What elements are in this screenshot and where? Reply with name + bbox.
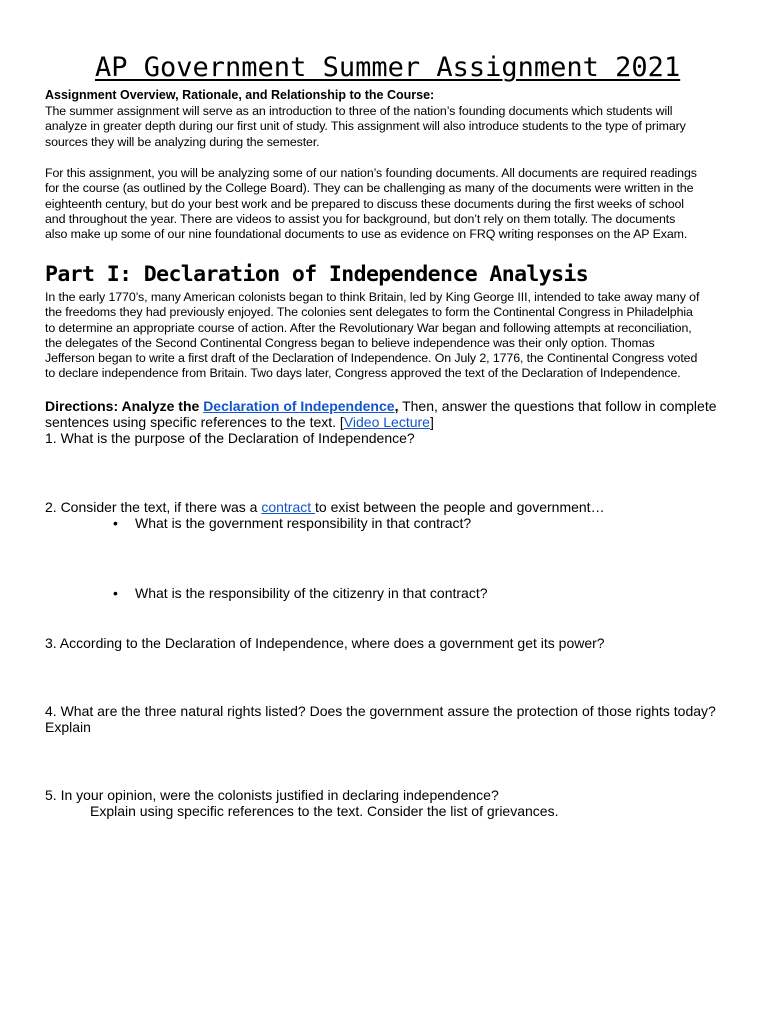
question-5-line-1: 5. In your opinion, were the colonists justified in declaring independence? (45, 787, 499, 803)
text-line: analyze in greater depth during our first unit of study. This assignment will also introduce students to the type of primary (45, 119, 686, 134)
part-1-heading: Part I: Declaration of Independence Analysis (45, 262, 589, 287)
text-line: The summer assignment will serve as an introduction to three of the nation’s founding documents which students will (45, 104, 673, 118)
text-line: the delegates of the Second Continental Congress began to believe independence was their only option. Thomas (45, 335, 655, 350)
question-2-post: to exist between the people and government… (315, 499, 605, 515)
text-line: and throughout the year. There are videos to assist you for background, but don’t rely on them totally. The documents (45, 211, 676, 226)
text-line: eighteenth century, but do your best work and be prepared to discuss these documents during the first weeks of school (45, 196, 684, 211)
question-1: 1. What is the purpose of the Declaration of Independence? (45, 430, 415, 446)
question-4-line-1: 4. What are the three natural rights listed? Does the government assure the protection of those rights today? (45, 703, 716, 719)
page-title: AP Government Summer Assignment 2021 (95, 52, 681, 83)
part-1-intro (45, 290, 727, 382)
bullet-text: What is the government responsibility in that contract? (135, 515, 472, 531)
question-5-line-2: Explain using specific references to the text. Consider the list of grievances. (90, 803, 559, 819)
directions (45, 398, 727, 430)
directions-rest: Then, answer the questions that follow in complete (398, 398, 717, 414)
text-line: In the early 1770’s, many American colonists began to think Britain, led by King George III, intended to take away many of (45, 290, 700, 304)
directions-lead: Directions: Analyze the (45, 398, 204, 414)
bullet-icon: • (113, 585, 118, 601)
overview-paragraph-1 (45, 104, 727, 150)
question-2 (45, 499, 605, 515)
question-2-bullet-1 (113, 515, 471, 531)
text-line: Jefferson began to write a first draft of the Declaration of Independence. On July 2, 1776, the Continental Congress voted (45, 351, 698, 366)
question-3: 3. According to the Declaration of Independence, where does a government get its power? (45, 635, 605, 651)
text-line: the freedoms they had previously enjoyed. The colonies sent delegates to form the Continental Congress in Philadelphia (45, 305, 693, 320)
question-2-bullet-2 (113, 585, 488, 601)
contract-link[interactable]: contract (261, 499, 316, 515)
declaration-link[interactable]: Declaration of Independence (203, 398, 395, 414)
bullet-icon: • (113, 515, 118, 531)
overview-heading: Assignment Overview, Rationale, and Relationship to the Course: (45, 88, 435, 102)
directions-line-1 (45, 398, 727, 414)
text-line: sources they will be analyzing during the semester. (45, 134, 320, 149)
question-4-line-2: Explain (45, 719, 91, 735)
question-2-pre: 2. Consider the text, if there was a (45, 499, 262, 515)
directions-line-2 (45, 414, 727, 430)
text-line: for the course (as outlined by the College Board). They can be challenging as many of the documents were written in the (45, 181, 694, 196)
overview-paragraph-2 (45, 166, 727, 242)
text-line: also make up some of our nine foundational documents to use as evidence on FRQ writing responses on the AP Exam. (45, 227, 688, 242)
text-line: For this assignment, you will be analyzing some of our nation’s founding documents. All documents are required readings (45, 166, 697, 180)
bullet-text: What is the responsibility of the citizenry in that contract? (135, 585, 488, 601)
directions-line2-pre: sentences using specific references to the text. [ (45, 414, 344, 430)
directions-line2-post: ] (429, 414, 434, 430)
video-lecture-link[interactable]: Video Lecture (343, 414, 430, 430)
text-line: to declare independence from Britain. Two days later, Congress approved the text of the Declaration of Independence. (45, 366, 681, 381)
text-line: to determine an appropriate course of action. After the Revolutionary War began and following attempts at reconciliation, (45, 320, 692, 335)
directions-comma: , (394, 398, 399, 414)
